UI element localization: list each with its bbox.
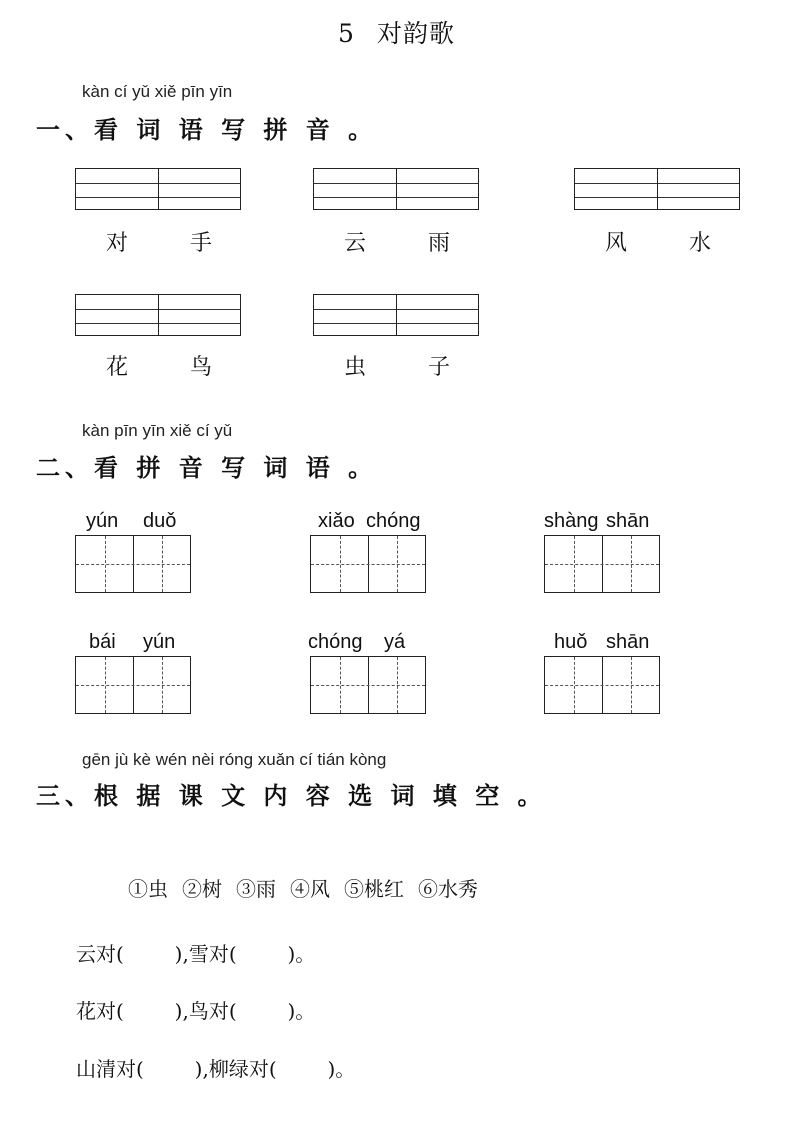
word-char: 对 xyxy=(106,231,129,256)
character-writing-grid[interactable] xyxy=(310,656,426,714)
fill-blank-line[interactable]: 云对( ),雪对( )。 xyxy=(76,942,316,966)
word-char: 鸟 xyxy=(190,355,213,380)
section2-pinyin: kàn pīn yīn xiě cí yǔ xyxy=(82,421,233,440)
word-options xyxy=(128,873,492,902)
pinyin-writing-box[interactable] xyxy=(313,168,479,210)
word-char: 花 xyxy=(106,355,129,380)
option-item: ⑤桃红 xyxy=(344,877,404,901)
page-title xyxy=(0,14,793,50)
pinyin-syllable: shān xyxy=(606,510,650,532)
pinyin-syllable: yún xyxy=(143,631,176,653)
pinyin-syllable: yá xyxy=(384,631,406,653)
section3-heading: 三、根 据 课 文 内 容 选 词 填 空 。 xyxy=(36,782,547,810)
pinyin-syllable: bái xyxy=(89,631,116,653)
option-item: ①虫 xyxy=(128,877,168,901)
lesson-number: 5 xyxy=(338,19,355,48)
section3-pinyin: gēn jù kè wén nèi róng xuǎn cí tián kòng xyxy=(82,750,387,769)
character-writing-grid[interactable] xyxy=(544,656,660,714)
section1-pinyin: kàn cí yǔ xiě pīn yīn xyxy=(82,82,233,101)
pinyin-writing-box[interactable] xyxy=(75,294,241,336)
fill-blank-line[interactable]: 山清对( ),柳绿对( )。 xyxy=(76,1057,356,1081)
option-item: ③雨 xyxy=(236,877,276,901)
pinyin-syllable: chóng xyxy=(308,631,363,653)
character-writing-grid[interactable] xyxy=(75,535,191,593)
word-char: 手 xyxy=(190,231,213,256)
pinyin-syllable: shàng xyxy=(544,510,599,532)
section1-heading: 一、看 词 语 写 拼 音 。 xyxy=(36,116,378,144)
character-writing-grid[interactable] xyxy=(310,535,426,593)
lesson-title: 对韵歌 xyxy=(376,19,455,48)
section2-heading: 二、看 拼 音 写 词 语 。 xyxy=(36,454,378,482)
option-item: ⑥水秀 xyxy=(418,877,478,901)
pinyin-writing-box[interactable] xyxy=(313,294,479,336)
word-char: 雨 xyxy=(428,231,451,256)
fill-blank-line[interactable]: 花对( ),鸟对( )。 xyxy=(76,999,316,1023)
option-item: ④风 xyxy=(290,877,330,901)
character-writing-grid[interactable] xyxy=(75,656,191,714)
word-char: 风 xyxy=(605,231,628,256)
pinyin-syllable: chóng xyxy=(366,510,421,532)
word-char: 水 xyxy=(689,231,712,256)
word-char: 子 xyxy=(428,355,451,380)
pinyin-writing-box[interactable] xyxy=(75,168,241,210)
pinyin-syllable: duǒ xyxy=(143,510,177,532)
pinyin-syllable: huǒ xyxy=(554,631,588,653)
pinyin-syllable: xiǎo xyxy=(318,510,355,532)
character-writing-grid[interactable] xyxy=(544,535,660,593)
word-char: 云 xyxy=(344,231,367,256)
word-char: 虫 xyxy=(344,355,367,380)
pinyin-syllable: yún xyxy=(86,510,119,532)
pinyin-writing-box[interactable] xyxy=(574,168,740,210)
pinyin-syllable: shān xyxy=(606,631,650,653)
option-item: ②树 xyxy=(182,877,222,901)
